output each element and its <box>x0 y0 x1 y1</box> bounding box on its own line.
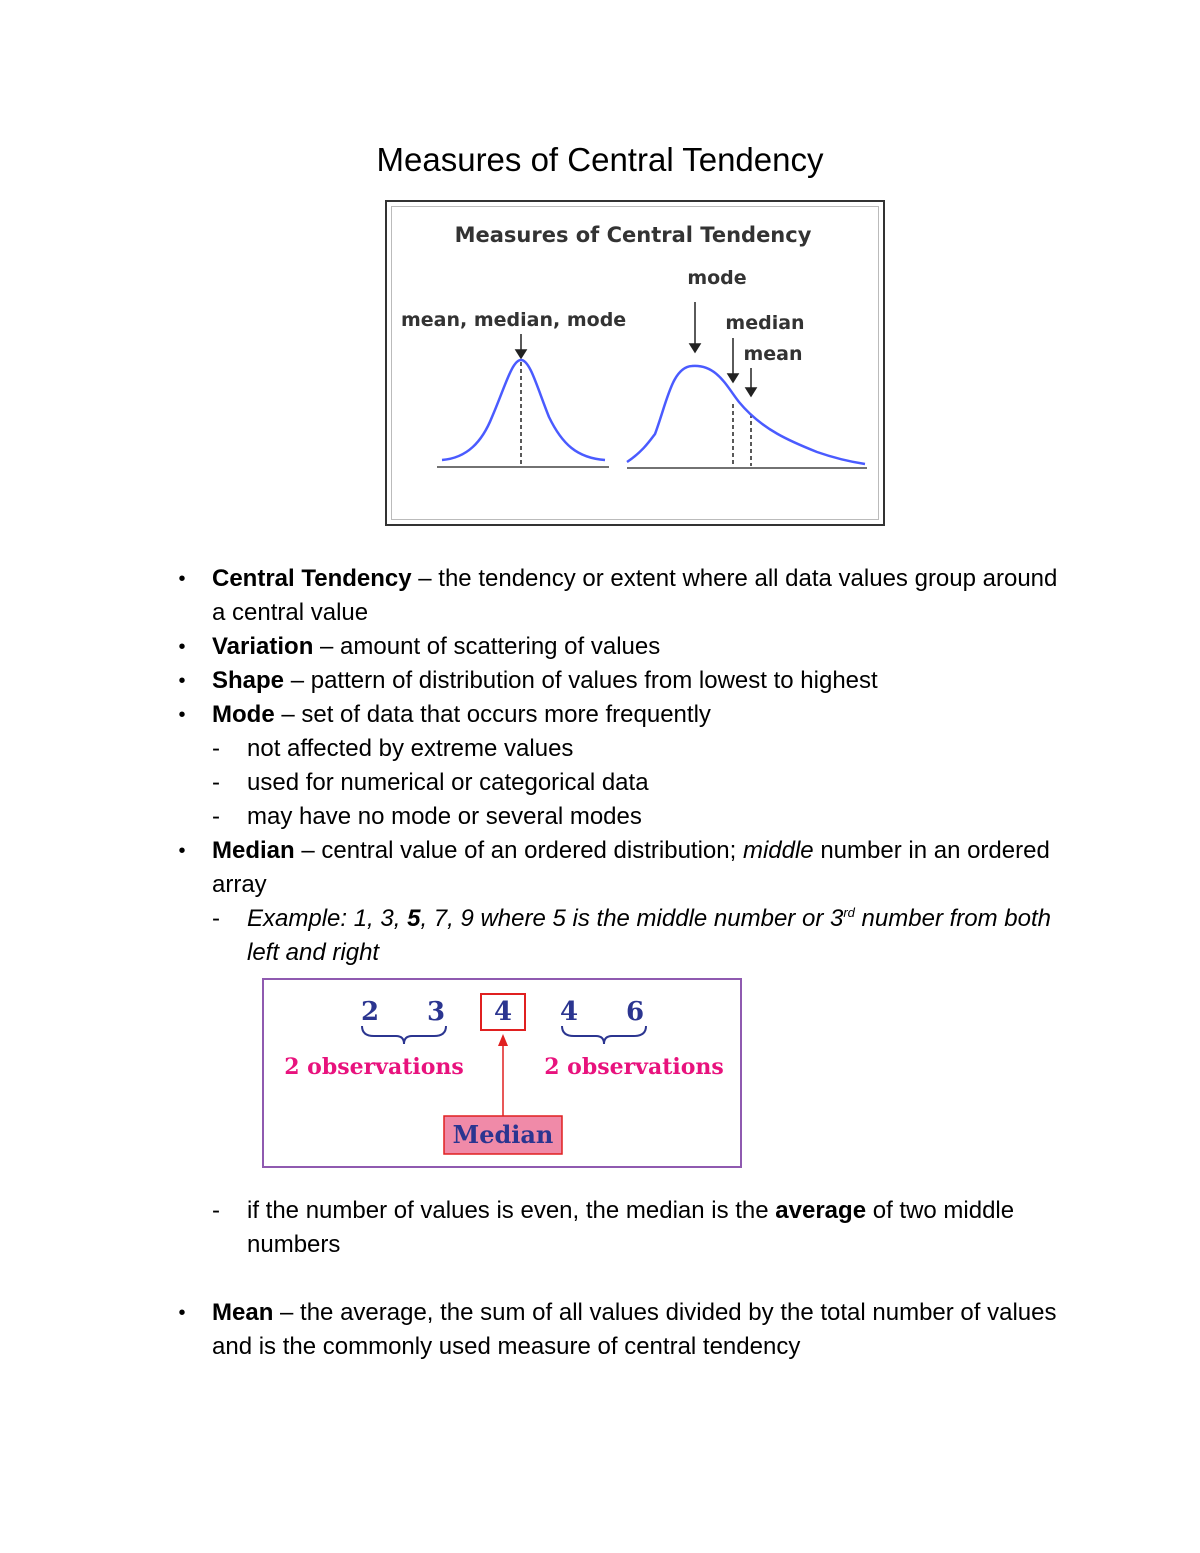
median-figure-wrap <box>175 970 1075 1194</box>
example-sup: rd <box>843 905 855 920</box>
mode-sub-item <box>175 732 1075 766</box>
bullet-variation <box>175 630 1075 664</box>
number-3-median: 4 <box>493 997 513 1027</box>
median-pointer-arrowhead <box>498 1034 508 1046</box>
median-example <box>175 902 1075 970</box>
definition-central-tendency: – the tendency or extent where all data values group around a central value <box>212 565 1058 626</box>
even-text-a: if the number of values is even, the median is the <box>247 1197 776 1224</box>
left-brace <box>362 1026 446 1044</box>
mode-sub-item <box>175 800 1075 834</box>
example-bold: 5 <box>407 905 421 932</box>
bullet-mode <box>175 698 1075 732</box>
number-2: 3 <box>426 997 446 1027</box>
bullet-median <box>175 834 1075 902</box>
central-tendency-figure <box>385 200 885 526</box>
dash-marker: - <box>212 735 220 762</box>
term-median: Median <box>212 837 295 864</box>
distribution-curves-diagram <box>387 202 883 524</box>
mode-sub-text: not affected by extreme values <box>247 735 574 762</box>
left-observations-label: 2 observations <box>284 1054 464 1080</box>
page-title: Measures of Central Tendency <box>376 141 824 178</box>
figure-title: Measures of Central Tendency <box>454 223 812 247</box>
bullet-dot: • <box>178 704 186 726</box>
mode-sub-text: may have no mode or several modes <box>247 803 642 830</box>
example-text-c: number from both left and right <box>247 905 1051 966</box>
spacer <box>175 1262 1075 1296</box>
median-arrowhead <box>728 374 738 382</box>
term-variation: Variation <box>212 633 314 660</box>
example-text-a: Example: 1, 3, <box>247 905 408 932</box>
mode-label: mode <box>687 267 747 289</box>
bullet-dot: • <box>178 1302 186 1324</box>
bullet-central-tendency <box>175 562 1075 630</box>
definition-median-a: – central value of an ordered distribution; <box>294 837 743 864</box>
bullet-mean <box>175 1296 1075 1364</box>
term-mode: Mode <box>212 701 275 728</box>
mean-label: mean <box>743 343 803 365</box>
dash-marker: - <box>212 905 220 932</box>
mode-sub-item <box>175 766 1075 800</box>
definition-median-italic: middle <box>742 837 814 864</box>
dash-marker: - <box>212 1197 220 1224</box>
symmetric-curve <box>442 360 605 460</box>
bullet-dot: • <box>178 568 186 590</box>
mode-sub-text: used for numerical or categorical data <box>247 769 649 796</box>
notes-content <box>175 562 1075 1364</box>
symmetric-label: mean, median, mode <box>401 309 627 331</box>
skewed-curve <box>627 366 865 464</box>
even-bold: average <box>775 1197 867 1224</box>
median-label: median <box>725 312 805 334</box>
number-1: 2 <box>360 997 380 1027</box>
term-shape: Shape <box>212 667 285 694</box>
bullet-dot: • <box>178 636 186 658</box>
example-text-b: , 7, 9 where 5 is the middle number or 3 <box>420 905 844 932</box>
symmetric-arrowhead <box>516 350 526 358</box>
dash-marker: - <box>212 769 220 796</box>
median-even-note <box>175 1194 1075 1262</box>
definition-variation: – amount of scattering of values <box>313 633 661 660</box>
definition-shape: – pattern of distribution of values from lowest to highest <box>284 667 878 694</box>
bullet-dot: • <box>178 670 186 692</box>
median-figure <box>262 978 742 1168</box>
term-mean: Mean <box>212 1299 274 1326</box>
right-brace <box>562 1026 646 1044</box>
dash-marker: - <box>212 803 220 830</box>
median-diagram <box>264 980 740 1166</box>
mode-arrowhead <box>690 344 700 352</box>
bullet-dot: • <box>178 840 186 862</box>
number-4: 4 <box>559 997 579 1027</box>
definition-median-b: number in an ordered array <box>212 837 1050 898</box>
term-central-tendency: Central Tendency <box>212 565 412 592</box>
median-label: Median <box>452 1120 554 1149</box>
mean-arrowhead <box>746 388 756 396</box>
definition-mode: – set of data that occurs more frequently <box>274 701 711 728</box>
even-text-b: of two middle numbers <box>247 1197 1015 1258</box>
right-observations-label: 2 observations <box>544 1054 724 1080</box>
number-5: 6 <box>625 997 645 1027</box>
bullet-shape <box>175 664 1075 698</box>
definition-mean: – the average, the sum of all values divided by the total number of values and is the commonly used measure of central tendency <box>212 1299 1057 1360</box>
